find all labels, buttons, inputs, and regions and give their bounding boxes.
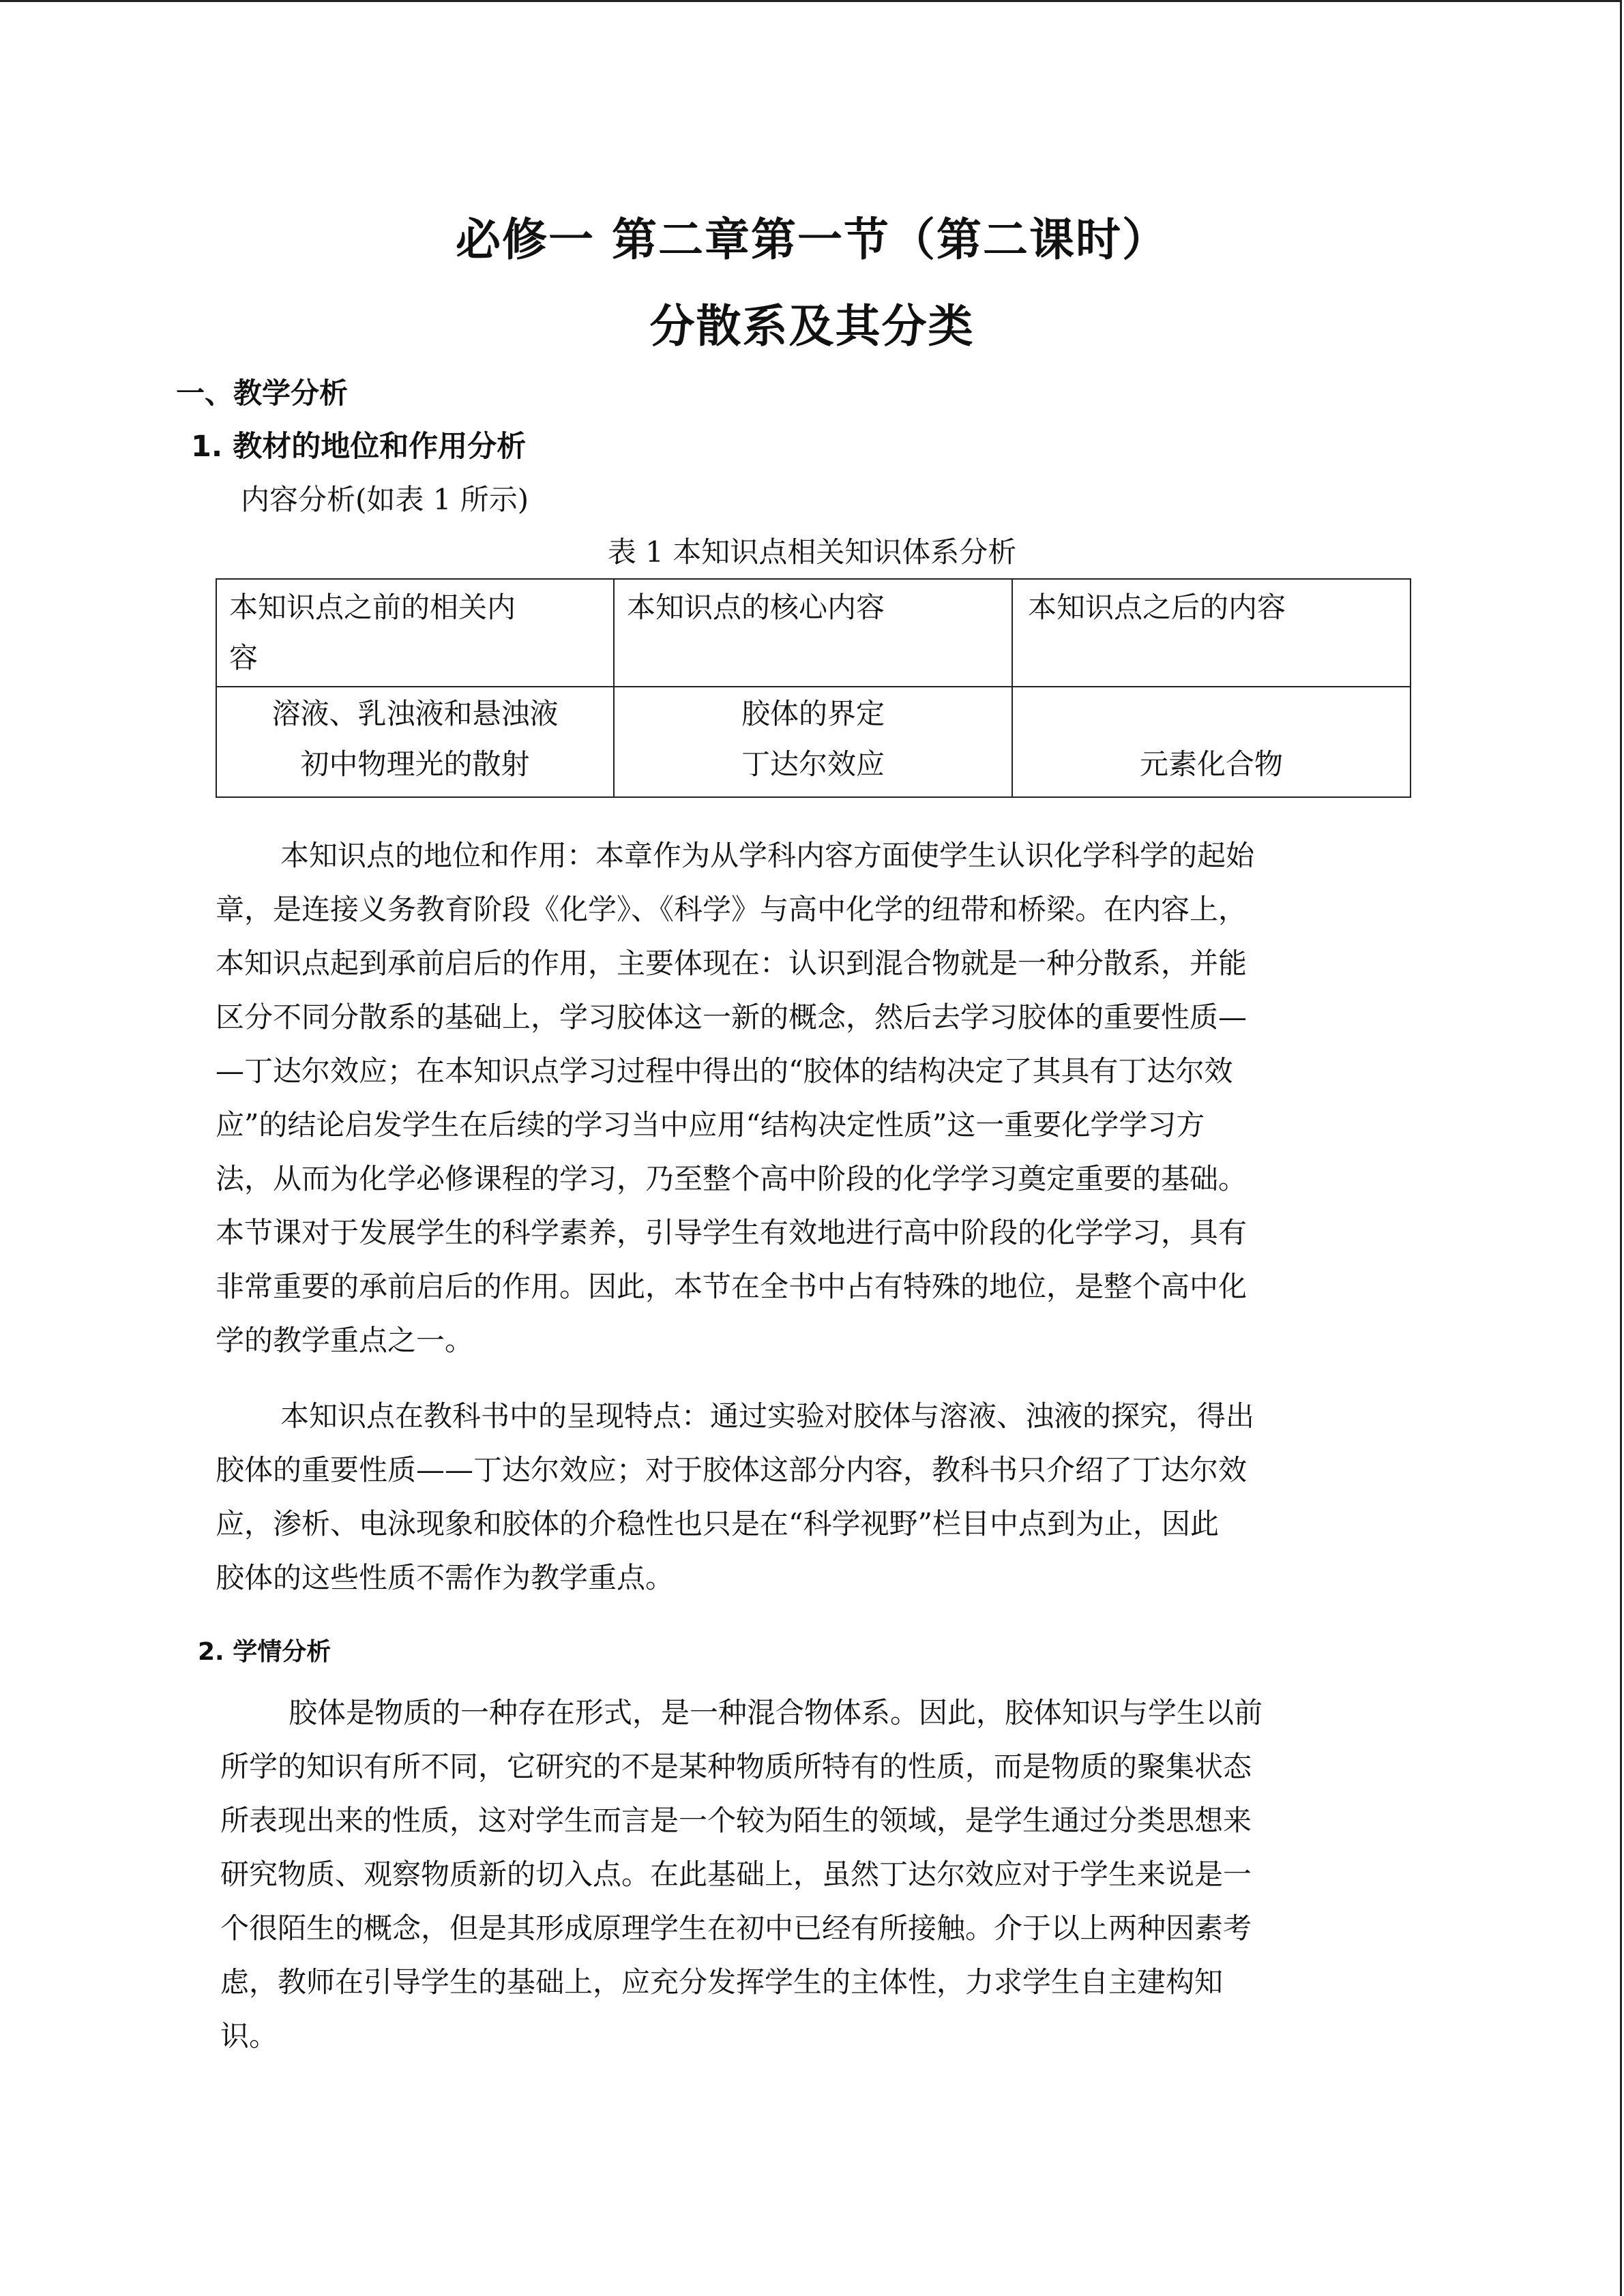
table-header-cell [1012, 579, 1411, 687]
table-caption: 表 1 本知识点相关知识体系分析 [607, 535, 1017, 569]
table-header-row [216, 579, 1411, 687]
document-subtitle: 分散系及其分类 [649, 300, 975, 353]
paragraph-line: 应”的结论启发学生在后续的学习当中应用“结构决定性质”这一重要化学学习方 [216, 1108, 1205, 1142]
content-note: 内容分析(如表 1 所示) [241, 483, 529, 516]
cell-text-line [1025, 689, 1398, 739]
header-text-line: 本知识点的核心内容 [627, 591, 885, 624]
paragraph-line: 所表现出来的性质，这对学生而言是一个较为陌生的领域，是学生通过分类思想来 [220, 1804, 1252, 1837]
paragraph-line: 本节课对于发展学生的科学素养，引导学生有效地进行高中阶段的化学学习，具有 [216, 1216, 1247, 1249]
header-text-line: 容 [229, 641, 259, 674]
subsection-heading-learner-analysis: 2. 学情分析 [198, 1638, 331, 1666]
paragraph-line: 识。 [220, 2019, 278, 2053]
paragraph-line: 学的教学重点之一。 [216, 1324, 474, 1357]
paragraph-line: 研究物质、观察物质新的切入点。在此基础上，虽然丁达尔效应对于学生来说是一 [220, 1858, 1252, 1891]
cell-text-line: 溶液、乳浊液和悬浊液 [271, 697, 559, 730]
paragraph-line: 区分不同分散系的基础上，学习胶体这一新的概念，然后去学习胶体的重要性质— [216, 1000, 1247, 1034]
paragraph-line: 本知识点起到承前启后的作用，主要体现在：认识到混合物就是一种分散系，并能 [216, 946, 1247, 980]
header-text-line: 本知识点之后的内容 [1028, 591, 1286, 624]
paragraph-role-analysis [216, 829, 1413, 1367]
paragraph-learner-analysis [220, 1686, 1411, 2063]
paragraph-line: 本知识点在教科书中的呈现特点：通过实验对胶体与溶液、浊液的探究，得出 [280, 1399, 1255, 1433]
subsection-heading-textbook-role: 1. 教材的地位和作用分析 [191, 430, 527, 464]
section-heading-teaching-analysis: 一、教学分析 [176, 376, 349, 410]
paragraph-line: —丁达尔效应；在本知识点学习过程中得出的“胶体的结构决定了其具有丁达尔效 [216, 1054, 1233, 1088]
header-text-line: 本知识点之前的相关内 [229, 591, 516, 624]
paragraph-line: 个很陌生的概念，但是其形成原理学生在初中已经有所接触。介于以上两种因素考 [220, 1911, 1252, 1945]
table-header-cell [614, 579, 1012, 687]
table-cell [1012, 687, 1411, 797]
paragraph-line: 应，渗析、电泳现象和胶体的介稳性也只是在“科学视野”栏目中点到为止，因此 [216, 1507, 1219, 1540]
paragraph-line: 胶体是物质的一种存在形式，是一种混合物体系。因此，胶体知识与学生以前 [289, 1696, 1263, 1729]
paragraph-line: 虑，教师在引导学生的基础上，应充分发挥学生的主体性，力求学生自主建构知 [220, 1965, 1224, 1999]
table-row [216, 687, 1411, 797]
cell-text-line: 初中物理光的散射 [300, 747, 530, 781]
paragraph-line: 章，是连接义务教育阶段《化学》、《科学》与高中化学的纽带和桥梁。在内容上， [216, 893, 1247, 926]
document-title: 必修一 第二章第一节（第二课时） [456, 213, 1168, 266]
paragraph-line: 所学的知识有所不同，它研究的不是某种物质所特有的性质，而是物质的聚集状态 [220, 1750, 1252, 1783]
table-header-cell [216, 579, 614, 687]
paragraph-line: 胶体的这些性质不需作为教学重点。 [216, 1561, 675, 1594]
paragraph-line: 非常重要的承前启后的作用。因此，本节在全书中占有特殊的地位，是整个高中化 [216, 1270, 1247, 1303]
cell-text-line: 胶体的界定 [741, 697, 885, 730]
cell-text-line: 丁达尔效应 [741, 747, 885, 781]
paragraph-line: 胶体的重要性质——丁达尔效应；对于胶体这部分内容，教科书只介绍了丁达尔效 [216, 1453, 1247, 1487]
paragraph-line: 法，从而为化学必修课程的学习，乃至整个高中阶段的化学学习奠定重要的基础。 [216, 1162, 1247, 1195]
knowledge-table [216, 578, 1411, 798]
table-cell [216, 687, 614, 797]
paragraph-line: 本知识点的地位和作用：本章作为从学科内容方面使学生认识化学科学的起始 [280, 839, 1255, 872]
cell-text-line: 元素化合物 [1139, 747, 1283, 781]
paragraph-presentation-features [216, 1389, 1413, 1605]
table-cell [614, 687, 1012, 797]
